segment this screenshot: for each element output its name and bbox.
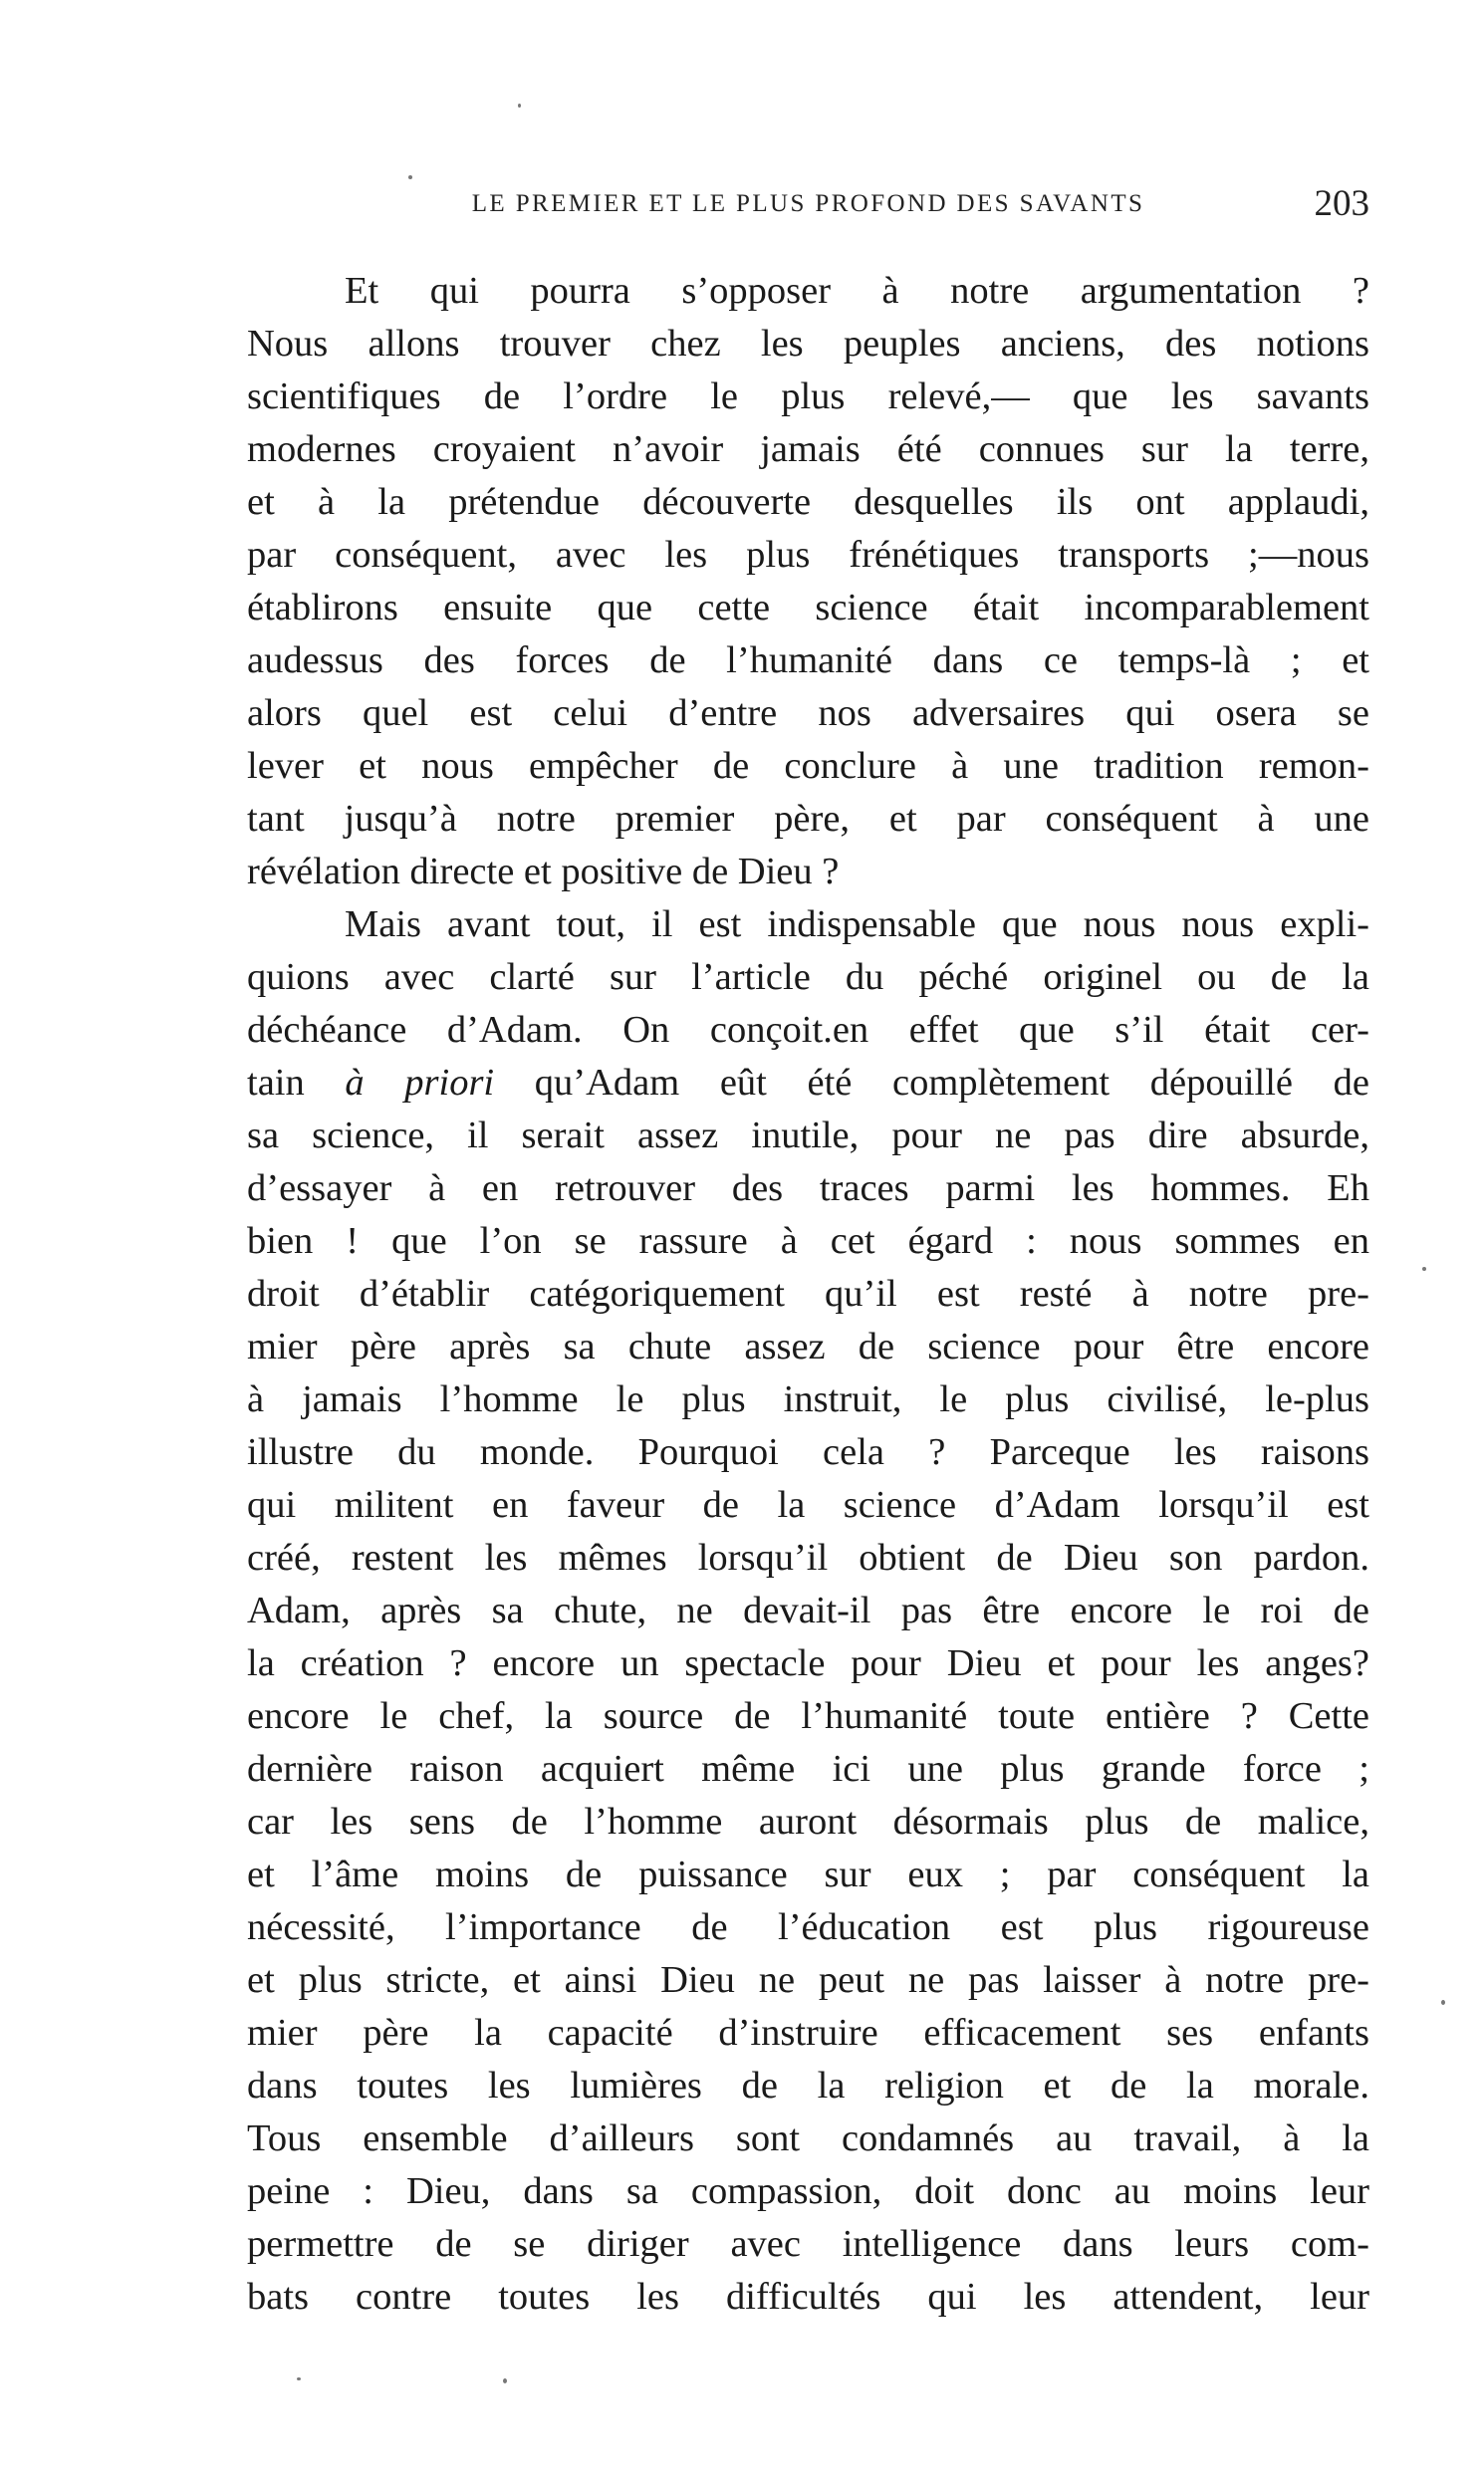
ink-speck [297, 2377, 301, 2380]
text-line: quions avec clarté sur l’article du péché originel ou de la [247, 956, 1369, 998]
text-line: et l’âme moins de puissance sur eux ; par conséquent la [247, 1854, 1369, 1895]
text-line: modernes croyaient n’avoir jamais été connues sur la terre, [247, 428, 1369, 470]
text-line: révélation directe et positive de Dieu ? [247, 851, 840, 892]
text-line: d’essayer à en retrouver des traces parmi les hommes. Eh [247, 1167, 1369, 1209]
running-title: LE PREMIER ET LE PLUS PROFOND DES SAVANTS [471, 190, 1145, 217]
text-line: Mais avant tout, il est indispensable que nous nous expli- [345, 903, 1369, 945]
text-line: créé, restent les mêmes lorsqu’il obtient de Dieu son pardon. [247, 1537, 1369, 1579]
text-line: Et qui pourra s’opposer à notre argumentation ? [345, 270, 1369, 312]
paragraph-2 [247, 898, 1369, 2324]
text-line: par conséquent, avec les plus frénétiques transports ;—nous [247, 534, 1369, 576]
text-line: et à la prétendue découverte desquelles ils ont applaudi, [247, 481, 1369, 523]
ink-speck [1422, 1267, 1426, 1271]
text-line: scientifiques de l’ordre le plus relevé,— que les savants [247, 375, 1369, 417]
text-line: Nous allons trouver chez les peuples anciens, des notions [247, 323, 1369, 365]
text-line: établirons ensuite que cette science était incomparablement [247, 587, 1369, 628]
text-line: à jamais l’homme le plus instruit, le plus civilisé, le-plus [247, 1378, 1369, 1420]
text-line: dans toutes les lumières de la religion et de la morale. [247, 2065, 1369, 2107]
text-line: mier père après sa chute assez de science pour être encore [247, 1326, 1369, 1367]
text-body [247, 265, 1369, 2324]
text-line: nécessité, l’importance de l’éducation est plus rigoureuse [247, 1906, 1369, 1948]
text-line: dernière raison acquiert même ici une plus grande force ; [247, 1748, 1369, 1790]
ink-speck [503, 2378, 507, 2383]
text-line: illustre du monde. Pourquoi cela ? Parceque les raisons [247, 1431, 1369, 1473]
running-head [247, 182, 1369, 232]
text-line: la création ? encore un spectacle pour Dieu et pour les anges? [247, 1642, 1369, 1684]
paragraph-1 [247, 265, 1369, 898]
text-line: alors quel est celui d’entre nos adversaires qui osera se [247, 692, 1369, 734]
text-line: mier père la capacité d’instruire efficacement ses enfants [247, 2012, 1369, 2054]
text-line: car les sens de l’homme auront désormais plus de malice, [247, 1801, 1369, 1843]
text-line: tant jusqu’à notre premier père, et par conséquent à une [247, 798, 1369, 840]
text-line: encore le chef, la source de l’humanité toute entière ? Cette [247, 1695, 1369, 1737]
ink-speck [1441, 2000, 1445, 2005]
text-line: audessus des forces de l’humanité dans ce temps-là ; et [247, 639, 1369, 681]
text-line: sa science, il serait assez inutile, pour ne pas dire absurde, [247, 1115, 1369, 1156]
line-text-end: qu’Adam eût été complètement dépouillé de [494, 1062, 1370, 1104]
text-line: Tous ensemble d’ailleurs sont condamnés au travail, à la [247, 2117, 1369, 2159]
ink-speck [408, 175, 412, 179]
text-line: lever et nous empêcher de conclure à une tradition remon- [247, 745, 1369, 787]
text-line: qui militent en faveur de la science d’Adam lorsqu’il est [247, 1484, 1369, 1526]
italic-phrase: à priori [345, 1062, 495, 1104]
line-text-start: tain [247, 1062, 346, 1104]
ink-speck [518, 104, 521, 108]
text-line: permettre de se diriger avec intelligence dans leurs com- [247, 2223, 1369, 2265]
page-number: 203 [1314, 183, 1369, 224]
text-line: et plus stricte, et ainsi Dieu ne peut ne pas laisser à notre pre- [247, 1959, 1369, 2001]
text-line: peine : Dieu, dans sa compassion, doit donc au moins leur [247, 2170, 1369, 2212]
text-line: droit d’établir catégoriquement qu’il est resté à notre pre- [247, 1273, 1369, 1315]
text-line: Adam, après sa chute, ne devait-il pas être encore le roi de [247, 1590, 1369, 1631]
text-line: bats contre toutes les difficultés qui les attendent, leur [247, 2276, 1369, 2318]
text-line: déchéance d’Adam. On conçoit.en effet que s’il était cer- [247, 1009, 1369, 1051]
text-line: bien ! que l’on se rassure à cet égard : nous sommes en [247, 1220, 1369, 1262]
text-line [247, 1057, 1369, 1110]
